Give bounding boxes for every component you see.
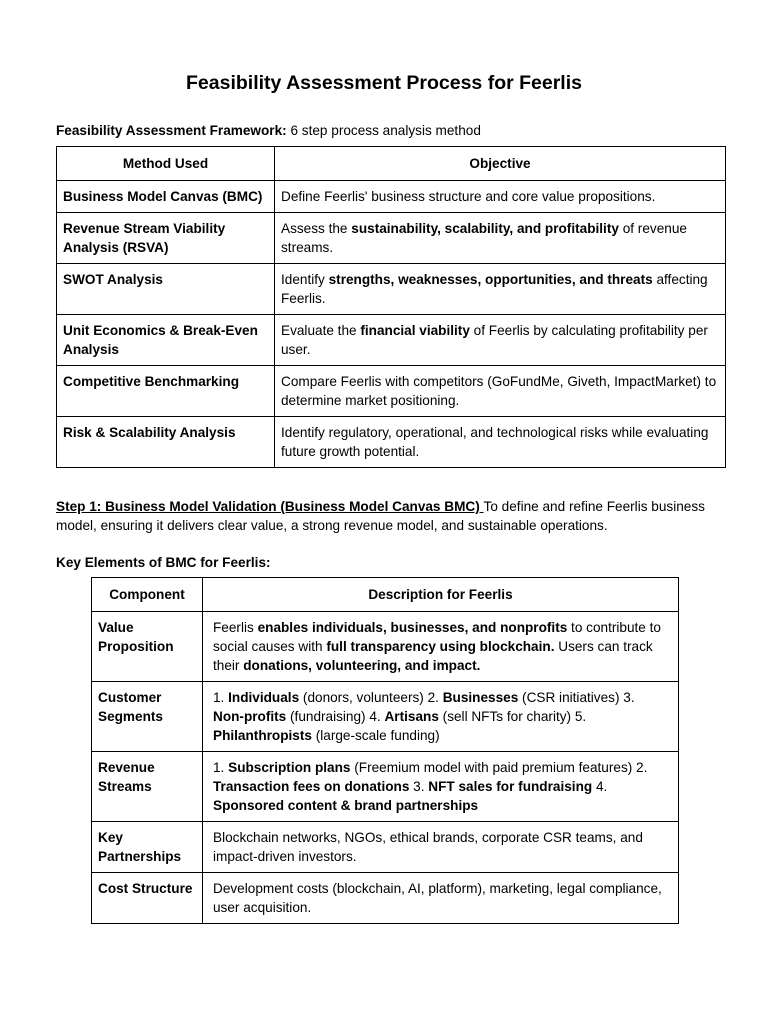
text-segment: (donors, volunteers) 2. [299, 690, 443, 705]
bold-text: Non-profits [213, 709, 287, 724]
text-segment: Development costs (blockchain, AI, platform), marketing, legal compliance, user acquisition. [213, 881, 662, 915]
text-segment: Compare Feerlis with competitors (GoFundMe, Giveth, ImpactMarket) to determine market positioning. [281, 374, 717, 408]
objective-cell [275, 417, 726, 468]
bold-text: NFT sales for fundraising [428, 779, 593, 794]
component-cell: Key Partnerships [92, 822, 203, 873]
table-header-row [92, 578, 679, 612]
method-cell: SWOT Analysis [57, 264, 275, 315]
table-row [57, 417, 726, 468]
bold-text: Sponsored content & brand partnerships [213, 798, 479, 813]
table-row [92, 822, 679, 873]
component-cell: Value Proposition [92, 612, 203, 682]
column-header-component: Component [92, 578, 203, 612]
text-segment: Blockchain networks, NGOs, ethical brands, corporate CSR teams, and impact-driven investors. [213, 830, 643, 864]
description-cell [203, 752, 679, 822]
method-cell: Unit Economics & Break-Even Analysis [57, 315, 275, 366]
text-segment: 3. [409, 779, 429, 794]
method-cell: Risk & Scalability Analysis [57, 417, 275, 468]
bmc-elements-table [91, 577, 679, 924]
objective-cell [275, 366, 726, 417]
step1-paragraph [56, 497, 716, 535]
framework-label: Feasibility Assessment Framework: [56, 123, 287, 138]
step1-heading: Step 1: Business Model Validation (Business Model Canvas BMC) [56, 499, 484, 514]
description-cell [203, 822, 679, 873]
bold-text: sustainability, scalability, and profitability [351, 221, 619, 236]
bold-text: Artisans [384, 709, 439, 724]
table-row [92, 873, 679, 924]
table-row [57, 213, 726, 264]
bold-text: Philanthropists [213, 728, 312, 743]
column-header-method: Method Used [57, 147, 275, 181]
column-header-description: Description for Feerlis [203, 578, 679, 612]
text-segment: of Feerlis by calculating profitability per user. [281, 323, 708, 357]
component-cell: Cost Structure [92, 873, 203, 924]
text-segment: 4. [592, 779, 608, 794]
table-row [57, 315, 726, 366]
bold-text: full transparency using blockchain. [326, 639, 555, 654]
method-cell: Revenue Stream Viability Analysis (RSVA) [57, 213, 275, 264]
objective-cell [275, 315, 726, 366]
bold-text: enables individuals, businesses, and nonprofits [257, 620, 568, 635]
key-elements-heading: Key Elements of BMC for Feerlis: [56, 555, 271, 570]
description-cell [203, 612, 679, 682]
text-segment: (sell NFTs for charity) 5. [438, 709, 587, 724]
bold-text: Subscription plans [228, 760, 351, 775]
text-segment: Identify regulatory, operational, and technological risks while evaluating future growth potential. [281, 425, 709, 459]
bold-text: financial viability [360, 323, 470, 338]
method-cell: Business Model Canvas (BMC) [57, 181, 275, 213]
text-segment: (fundraising) 4. [286, 709, 385, 724]
text-segment: Feerlis [213, 620, 258, 635]
objective-cell [275, 264, 726, 315]
bold-text: donations, volunteering, and impact. [243, 658, 481, 673]
framework-text: 6 step process analysis method [286, 123, 481, 138]
table-row [57, 181, 726, 213]
description-cell [203, 682, 679, 752]
text-segment: Define Feerlis' business structure and core value propositions. [281, 189, 656, 204]
text-segment: to contribute to social causes with [213, 620, 661, 654]
text-segment: 1. [213, 760, 229, 775]
table-row [92, 682, 679, 752]
component-cell: Customer Segments [92, 682, 203, 752]
text-segment: Evaluate the [281, 323, 361, 338]
document-title: Feasibility Assessment Process for Feerlis [186, 72, 582, 94]
feasibility-methods-table [56, 146, 726, 468]
text-segment: (Freemium model with paid premium features) 2. [350, 760, 648, 775]
text-segment: Users can track their [213, 639, 653, 673]
objective-cell [275, 181, 726, 213]
objective-cell [275, 213, 726, 264]
bold-text: Individuals [228, 690, 300, 705]
text-segment: affecting Feerlis. [281, 272, 708, 306]
step1-text: To define and refine Feerlis business model, ensuring it delivers clear value, a strong revenue model, and sustainable operations. [56, 499, 705, 533]
text-segment: (CSR initiatives) 3. [518, 690, 635, 705]
table-header-row [57, 147, 726, 181]
text-segment: Assess the [281, 221, 352, 236]
table-row [57, 366, 726, 417]
text-segment: Identify [281, 272, 329, 287]
component-cell: Revenue Streams [92, 752, 203, 822]
table-row [57, 264, 726, 315]
bold-text: Transaction fees on donations [213, 779, 410, 794]
bold-text: strengths, weaknesses, opportunities, and threats [328, 272, 653, 287]
text-segment: 1. [213, 690, 229, 705]
text-segment: of revenue streams. [281, 221, 687, 255]
table-row [92, 612, 679, 682]
table-row [92, 752, 679, 822]
column-header-objective: Objective [275, 147, 726, 181]
framework-line [56, 122, 481, 140]
method-cell: Competitive Benchmarking [57, 366, 275, 417]
text-segment: (large-scale funding) [311, 728, 440, 743]
bold-text: Businesses [442, 690, 519, 705]
description-cell [203, 873, 679, 924]
